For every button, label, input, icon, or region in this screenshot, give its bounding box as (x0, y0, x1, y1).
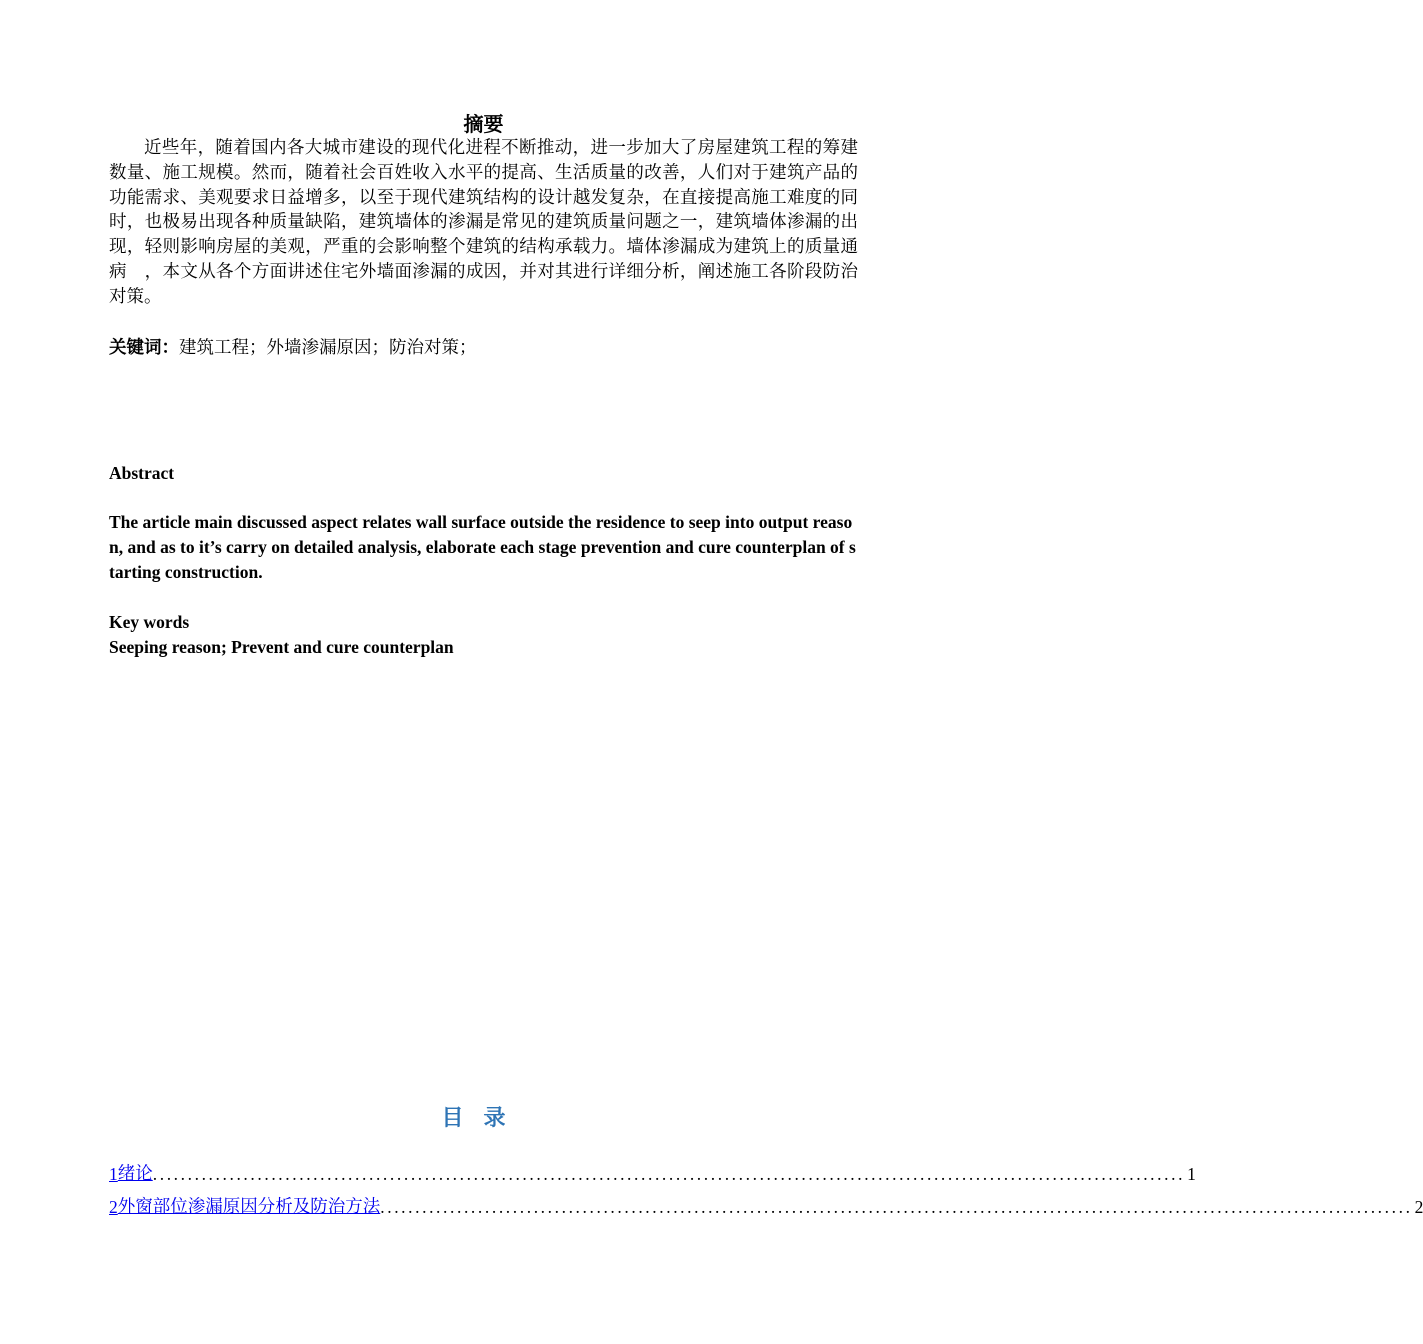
toc-entry[interactable] (109, 1162, 1196, 1186)
toc-entry[interactable] (109, 1195, 1423, 1219)
toc-title: 目录 (441, 1106, 526, 1131)
keywords-cn (109, 336, 858, 360)
abstract-body-cn: 近些年，随着国内各大城市建设的现代化进程不断推动，进一步加大了房屋建筑工程的筹建数量、施工规模。然而，随着社会百姓收入水平的提高、生活质量的改善，人们对于建筑产品的功能需求、美观要求日益增多，以至于现代建筑结构的设计越发复杂，在直接提高施工难度的同时，也极易出现各种质量缺陷，建筑墙体的渗漏是常见的建筑质量问题之一，建筑墙体渗漏的出现，轻则影响房屋的美观，严重的会影响整个建筑的结构承载力。墙体渗漏成为建筑上的质量通病 ，本文从各个方面讲述住宅外墙面渗漏的成因，并对其进行详细分析，阐述施工各阶段防治对策。 (109, 138, 858, 307)
keywords-title-en: Key words (109, 612, 190, 632)
toc-leader-dots: .................................................................................................................................................... (152, 1164, 1186, 1184)
abstract-title-cn: 摘要 (463, 112, 504, 136)
toc-entry-link[interactable]: 绪论 (117, 1164, 153, 1184)
keywords-value-en: Seeping reason; Prevent and cure counterplan (109, 637, 454, 657)
toc-entry-page: 2 (1414, 1197, 1423, 1217)
keywords-label-cn: 关键词： (109, 338, 179, 358)
toc-entry-page: 1 (1187, 1164, 1196, 1184)
abstract-title-en: Abstract (109, 463, 175, 483)
abstract-body-en: The article main discussed aspect relates wall surface outside the residence to seep into output reason, and as to it’s carry on detailed analysis, elaborate each stage prevention and cure counterplan of starting construction. (109, 512, 856, 582)
toc-entry-number[interactable]: 1 (109, 1164, 118, 1184)
keywords-value-cn: 建筑工程；外墙渗漏原因；防治对策； (179, 338, 477, 358)
toc-entry-link[interactable]: 外窗部位渗漏原因分析及防治方法 (117, 1197, 381, 1217)
toc-entry-number[interactable]: 2 (109, 1197, 118, 1217)
toc-leader-dots: .................................................................................................................................................... (380, 1197, 1413, 1217)
